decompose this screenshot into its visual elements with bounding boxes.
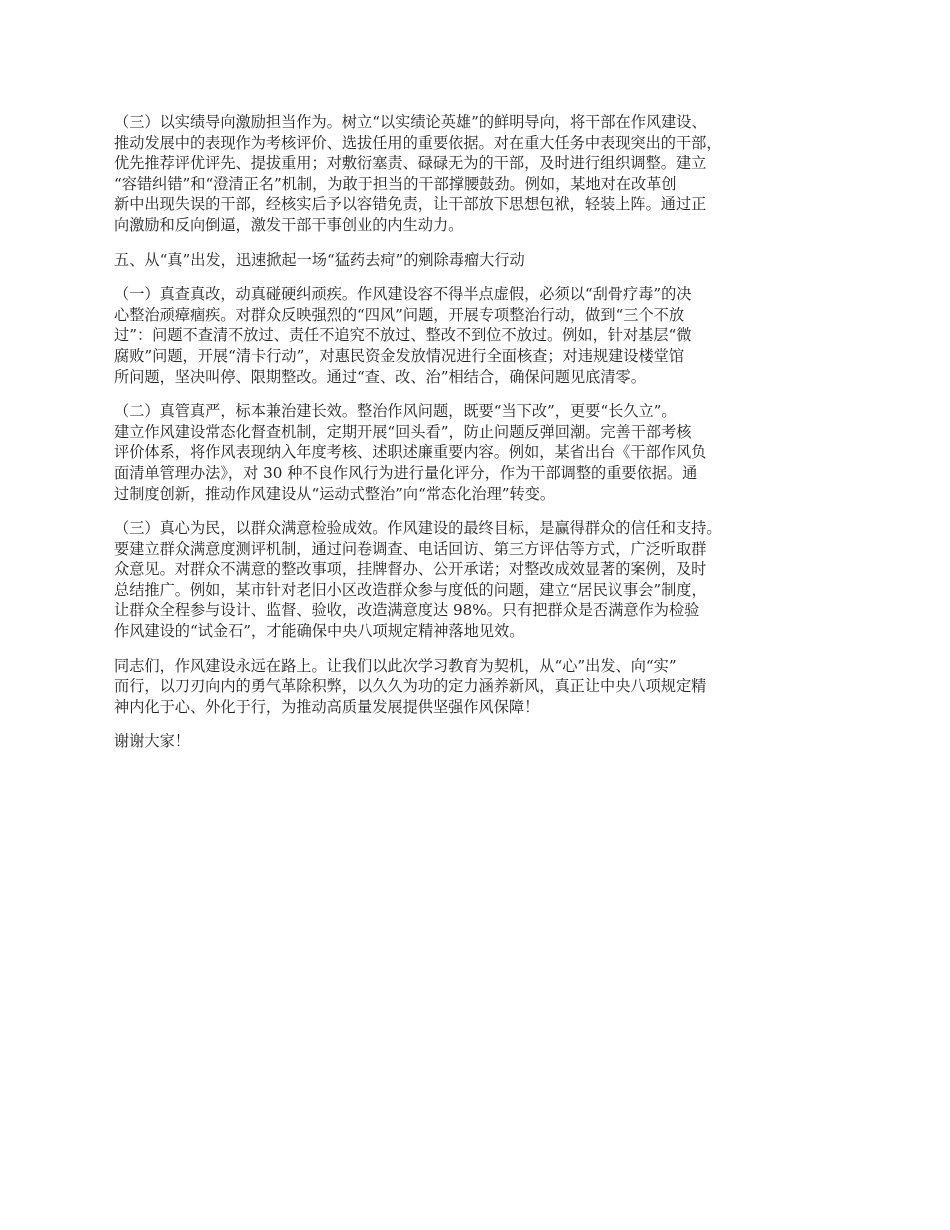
paragraph-section-5-2: [114, 401, 850, 504]
text-line: 而行，以刀刃向内的勇气革除积弊，以久久为功的定力涵养新风，真正让中央八项规定精: [114, 677, 707, 696]
text-line: 评价体系，将作风表现纳入年度考核、述职述廉重要内容。例如，某省出台《干部作风负: [114, 443, 707, 462]
text-line: 推动发展中的表现作为考核评价、选拔任用的重要依据。对在重大任务中表现突出的干部，: [114, 133, 722, 152]
text-line: 总结推广。例如，某市针对老旧小区改造群众参与度低的问题，建立“居民议事会”制度，: [114, 580, 707, 599]
text-line: 过制度创新，推动作风建设从“运动式整治”向“常态化治理”转变。: [114, 484, 556, 503]
text-line: （一）真查真改，动真碰硬纠顽疾。作风建设容不得半点虚假，必须以“刮骨疗毒”的决: [114, 285, 692, 304]
text-line: 向激励和反向倒逼，激发干部干事创业的内生动力。: [114, 215, 464, 234]
paragraph-section-3-3: [114, 112, 850, 236]
document-page: [114, 112, 850, 766]
text-line: （三）以实绩导向激励担当作为。树立“以实绩论英雄”的鲜明导向，将干部在作风建设、: [114, 113, 707, 131]
heading-text: 五、从“真”出发，迅速掀起一场“猛药去疴”的剜除毒瘤大行动: [114, 250, 525, 269]
text-line: 面清单管理办法》，对 30 种不良作风行为进行量化评分，作为干部调整的重要依据。通: [114, 463, 698, 482]
text-line: 要建立群众满意度测评机制，通过问卷调查、电话回访、第三方评估等方式，广泛听取群: [114, 539, 707, 558]
paragraph-closing: [114, 656, 850, 718]
text-line: “容错纠错”和“澄清正名”机制，为敢于担当的干部撑腰鼓劲。例如，某地对在改革创: [114, 174, 677, 193]
text-line: 新中出现失误的干部，经核实后予以容错免责，让干部放下思想包袱，轻装上阵。通过正: [114, 195, 707, 214]
text-line: 神内化于心、外化于行，为推动高质量发展提供坚强作风保障！: [114, 697, 540, 716]
text-line: 腐败”问题，开展“清卡行动”，对惠民资金发放情况进行全面核查；对违规建设楼堂馆: [114, 346, 685, 365]
paragraph-section-5-1: [114, 284, 850, 387]
text-line: 过”：问题不查清不放过、责任不追究不放过、整改不到位不放过。例如，针对基层“微: [114, 326, 692, 345]
text-line: 心整治顽瘴痼疾。对群众反映强烈的“四风”问题，开展专项整治行动，做到“三个不放: [114, 305, 685, 324]
paragraph-section-5-3: [114, 518, 850, 642]
text-line: 让群众全程参与设计、监督、验收，改造满意度达 98%。只有把群众是否满意作为检验: [114, 601, 700, 620]
text-line: 优先推荐评优评先、提拔重用；对敷衍塞责、碌碌无为的干部，及时进行组织调整。建立: [114, 154, 707, 173]
text-line: （二）真管真严，标本兼治建长效。整治作风问题，既要“当下改”，更要“长久立”。: [114, 402, 677, 421]
text-line: 谢谢大家！: [114, 732, 190, 751]
text-line: 作风建设的“试金石”，才能确保中央八项规定精神落地见效。: [114, 622, 525, 641]
text-line: 建立作风建设常态化督查机制，定期开展“回头看”，防止问题反弹回潮。完善干部考核: [114, 422, 692, 441]
text-line: （三）真心为民，以群众满意检验成效。作风建设的最终目标，是赢得群众的信任和支持。: [114, 519, 722, 538]
paragraph-thanks: [114, 731, 850, 752]
text-line: 所问题，坚决叫停、限期整改。通过“查、改、治”相结合，确保问题见底清零。: [114, 367, 646, 386]
section-heading-5: [114, 250, 850, 271]
text-line: 众意见。对群众不满意的整改事项，挂牌督办、公开承诺；对整改成效显著的案例，及时: [114, 560, 707, 579]
text-line: 同志们，作风建设永远在路上。让我们以此次学习教育为契机，从“心”出发、向“实”: [114, 656, 677, 675]
